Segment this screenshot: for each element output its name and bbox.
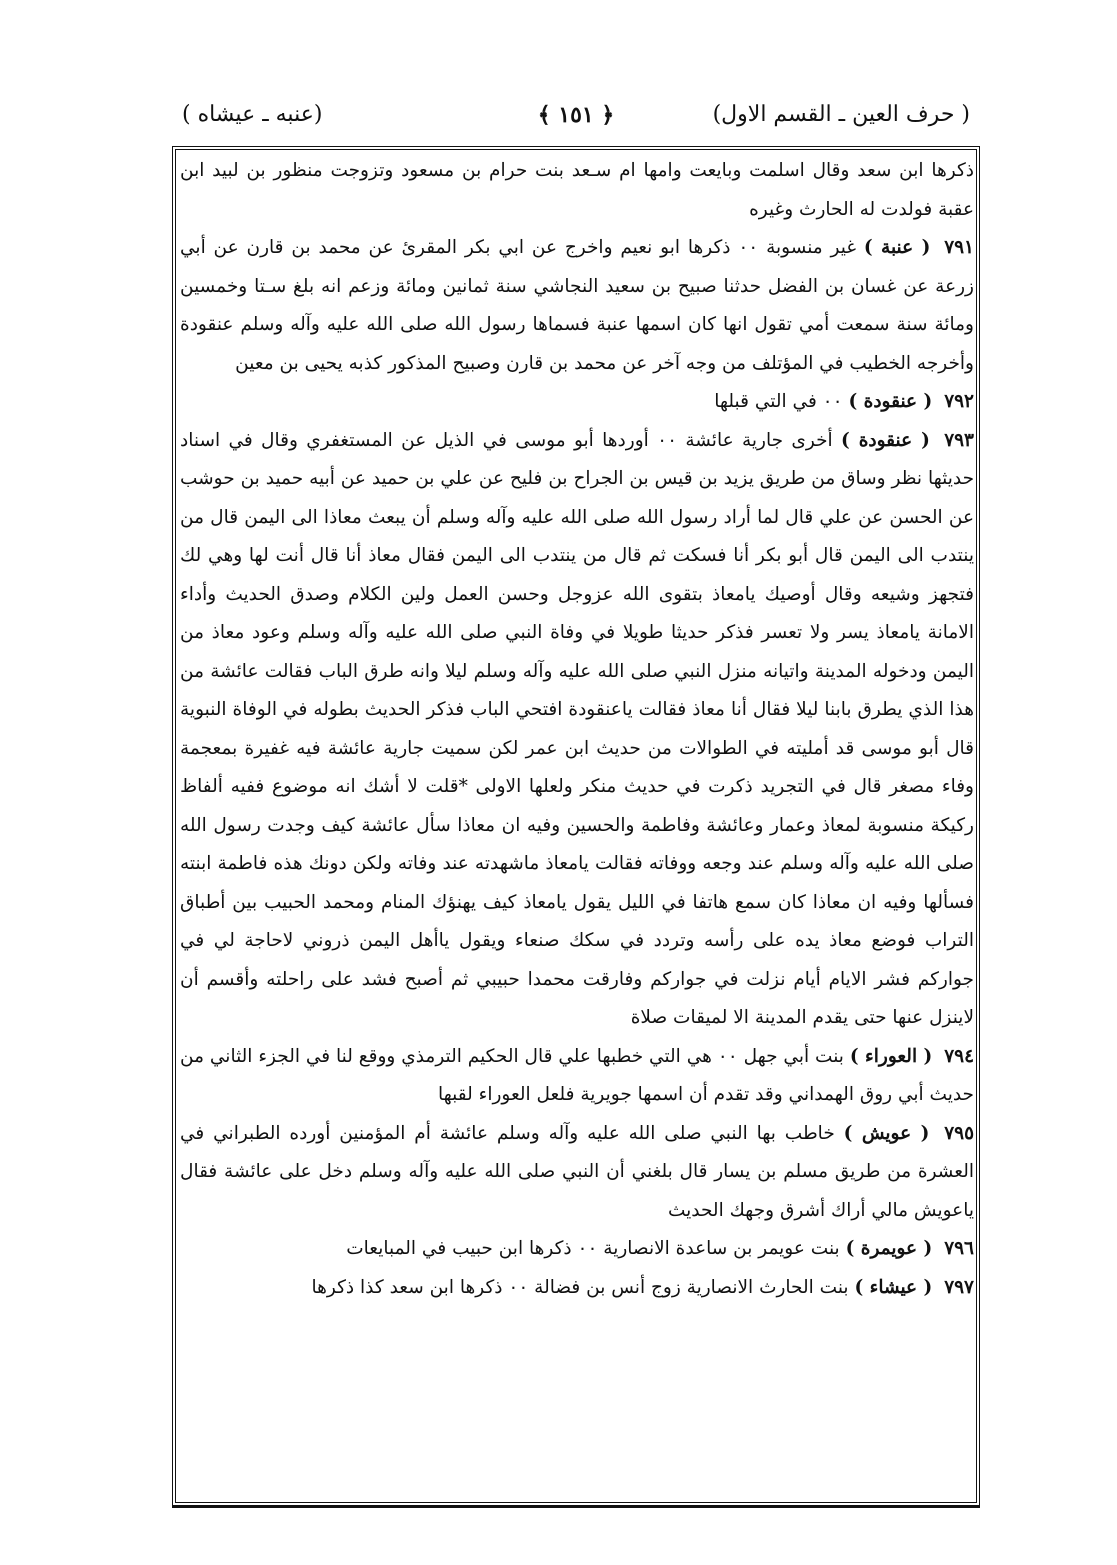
page-header	[182, 100, 970, 140]
entry-number: ٧٩٧	[944, 1276, 974, 1298]
entry-name: ( عنقودة )	[848, 391, 933, 412]
running-head-chapter: ( حرف العين ـ القسم الاول)	[712, 102, 970, 127]
entry-text: بنت الحارث الانصارية زوج أنس بن فضالة ٠٠ ذكرها ابن سعد كذا ذكرها	[311, 1276, 849, 1298]
entry-text: بنت أبي جهل ٠٠ هي التي خطبها علي قال الحكيم الترمذي ووقع لنا في الجزء الثاني من حديث أبي روق الهمداني وقد تقدم أن اسمها جويرية فلعل العوراء لقبها	[180, 1045, 974, 1105]
entry-text: ٠٠ في التي قبلها	[714, 391, 843, 412]
entry-name: ( عويش )	[843, 1122, 930, 1144]
footer-rule	[172, 1506, 980, 1508]
main-text	[180, 152, 974, 1492]
entry-number: ٧٩٥	[944, 1122, 974, 1144]
entry-text: بنت عويمر بن ساعدة الانصارية ٠٠ ذكرها ابن حبيب في المبايعات	[346, 1238, 840, 1259]
entry-number: ٧٩٤	[944, 1045, 974, 1067]
entry-794	[180, 1038, 974, 1115]
entry-name: ( العوراء )	[849, 1045, 933, 1067]
page-number: ﴿ ١٥١ ﴾	[537, 102, 615, 128]
entry-name: ( عنقودة )	[841, 429, 930, 451]
entry-796	[180, 1230, 974, 1269]
continuation-paragraph: ذكرها ابن سعد وقال اسلمت وبايعت وامها ام سـعد بنت حرام بن مسعود وتزوجت منظور بن لبيد ابن عقبة فولدت له الحارث وغيره	[180, 160, 974, 220]
entry-number: ٧٩١	[944, 237, 974, 258]
entry-number: ٧٩٦	[944, 1238, 974, 1259]
entry-791	[180, 229, 974, 383]
entry-792	[180, 383, 974, 422]
entry-text: خاطب بها النبي صلى الله عليه وآله وسلم عائشة أم المؤمنين أورده الطبراني في العشرة من طريق مسلم بن يسار قال بلغني أن النبي صلى الله عليه وآله وسلم دخل على عائشة فقال ياعويش مالي أراك أشرق وجهك الحديث	[180, 1122, 974, 1221]
entry-797	[180, 1269, 974, 1308]
entry-name: ( عيشاء )	[854, 1276, 933, 1298]
entry-text: أخرى جارية عائشة ٠٠ أوردها أبو موسى في الذيل عن المستغفري وقال في اسناد حديثها نظر وساق من طريق يزيد بن قيس بن الجراح بن فليح عن علي بن حميد عن أبيه حميد بن حوشب عن الحسن عن علي قال لما أراد رسول الله صلى الله عليه وآله وسلم أن يبعث معاذا الى اليمن قال من ينتدب الى اليمن قال أبو بكر أنا فسكت ثم قال من ينتدب الى اليمن فقال معاذ أنا قال أنت لها وهي لك فتجهز وشيعه وقال أوصيك يامعاذ بتقوى الله عزوجل وحسن العمل ولين الكلام وصدق الحديث وأداء الامانة يامعاذ يسر ولا تعسر فذكر حديثا طويلا في وفاة النبي صلى الله عليه وآله وسلم وعود معاذ من اليمن ودخوله المدينة واتيانه منزل النبي صلى الله عليه وآله وسلم ليلا وانه طرق الباب فقالت عائشة من هذا الذي يطرق بابنا ليلا فقال أنا معاذ فقالت ياعنقودة افتحي الباب فذكر الحديث بطوله في الوفاة النبوية قال أبو موسى قد أمليته في الطوالات من حديث ابن عمر لكن سميت جارية عائشة فيه غفيرة بمعجمة وفاء مصغر قال في التجريد ذكرت في حديث منكر ولعلها الاولى *قلت لا أشك انه موضوع ففيه ألفاظ ركيكة منسوبة لمعاذ وعمار وعائشة وفاطمة والحسين وفيه ان معاذا سأل عائشة كيف وجدت رسول الله صلى الله عليه وآله وسلم عند وجعه ووفاته فقالت يامعاذ ماشهدته عند وفاته ولكن دونك هذه فاطمة ابنته فسألها وفيه ان معاذا كان سمع هاتفا في الليل يقول يامعاذ كيف يهنؤك المنام ومحمد الحبيب بين أطباق التراب فوضع معاذ يده على رأسه وتردد في سكك صنعاء ويقول ياأهل اليمن ذروني لاحاجة لي في جواركم فشر الايام أيام نزلت في جواركم وفارقت محمدا حبيبي ثم أصبح فشد على راحلته وأقسم أن لاينزل عنها حتى يقدم المدينة الا لميقات صلاة	[180, 429, 974, 1028]
entry-name: ( عنبة )	[863, 237, 931, 258]
entry-795	[180, 1115, 974, 1231]
running-head-entries: (عنبه ـ عيشاه )	[182, 102, 323, 127]
entry-793	[180, 422, 974, 1038]
entry-text: غير منسوبة ٠٠ ذكرها ابو نعيم واخرج عن ابي بكر المقرئ عن محمد بن قارن عن أبي زرعة عن غسان بن الفضل حدثنا صبيح بن سعيد النجاشي سنة ثمانين ومائة وزعم انه بلغ سـتا وخمسين ومائة سنة سمعت أمي تقول انها كان اسمها عنبة فسماها رسول الله صلى الله عليه وآله وسلم عنقودة وأخرجه الخطيب في المؤتلف من وجه آخر عن محمد بن قارن وصبيح المذكور كذبه يحيى بن معين	[180, 237, 974, 374]
entry-number: ٧٩٢	[944, 391, 974, 412]
entry-number: ٧٩٣	[944, 429, 974, 451]
entry-name: ( عويمرة )	[845, 1238, 933, 1259]
